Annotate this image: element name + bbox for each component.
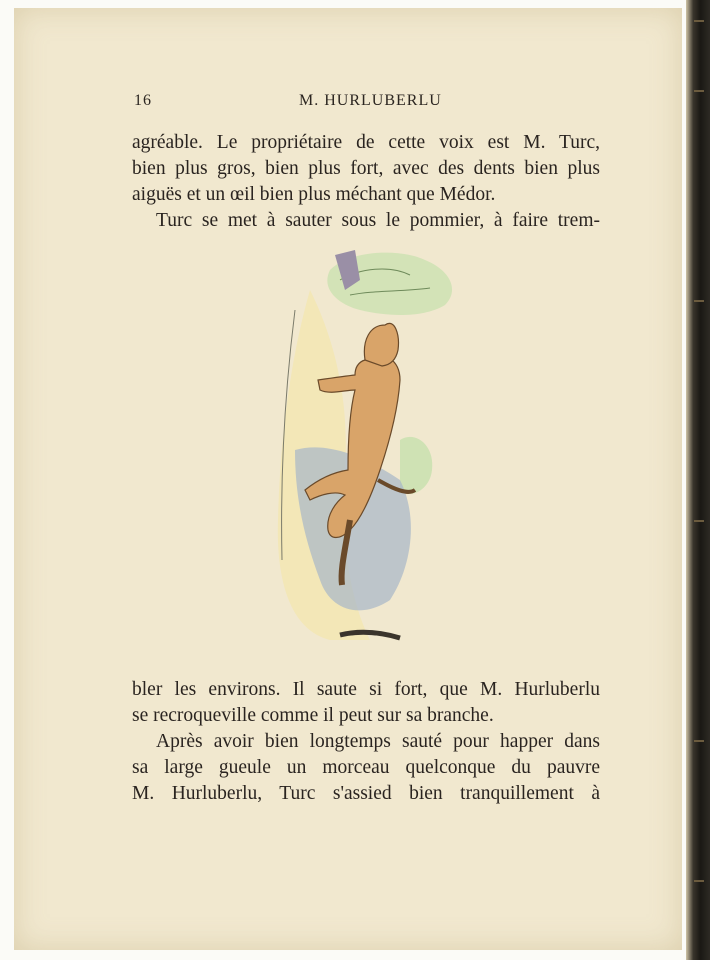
top-paragraphs: [132, 130, 600, 234]
text-line: M. Hurluberlu, Turc s'assied bien tranquillement à: [132, 783, 600, 804]
text-line: sa large gueule un morceau quelconque du pauvre: [132, 757, 600, 778]
page-number: 16: [134, 92, 152, 109]
dog-jumping-illustration: [250, 240, 480, 660]
text-line: Turc se met à sauter sous le pommier, à faire trem-: [156, 210, 600, 231]
text-line: bien plus gros, bien plus fort, avec des dents bien plus: [132, 158, 600, 179]
page-header: [134, 92, 594, 114]
bottom-paragraphs: [132, 677, 600, 807]
text-line: se recroqueville comme il peut sur sa branche.: [132, 705, 494, 726]
running-title: M. HURLUBERLU: [299, 92, 442, 109]
text-line: aiguës et un œil bien plus méchant que Médor.: [132, 184, 496, 205]
book-spine: [686, 0, 710, 960]
text-line: bler les environs. Il saute si fort, que M. Hurluberlu: [132, 679, 600, 700]
text-line: Après avoir bien longtemps sauté pour happer dans: [156, 731, 600, 752]
text-line: agréable. Le propriétaire de cette voix est M. Turc,: [132, 132, 600, 153]
